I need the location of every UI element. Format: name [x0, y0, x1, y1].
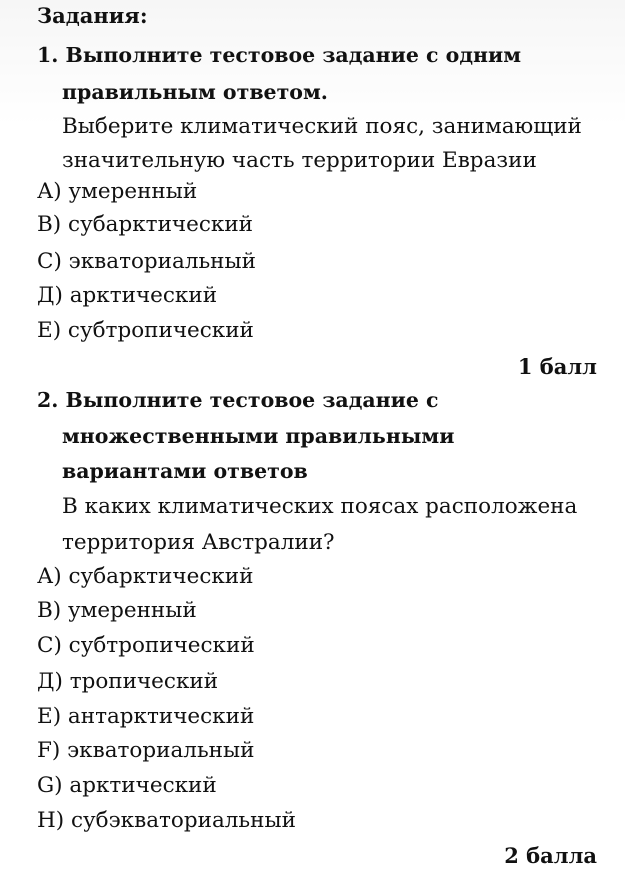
task-1-option-a: А) умеренный — [37, 179, 198, 204]
task-1-option-c: С) экваториальный — [37, 249, 256, 274]
task-1-option-d: Д) арктический — [37, 283, 218, 308]
task-2-option-d: Д) тропический — [37, 669, 219, 694]
task-2-option-a: А) субарктический — [37, 564, 254, 589]
task-2-question-line-2: территория Австралии? — [62, 530, 335, 555]
task-2-option-b: В) умеренный — [37, 598, 197, 623]
task-1-heading-line-2: правильным ответом. — [62, 80, 328, 104]
task-2-option-e: Е) антарктический — [37, 704, 255, 729]
page-title: Задания: — [37, 3, 148, 28]
task-2-option-h: H) субэкваториальный — [37, 808, 296, 833]
task-1-heading-line-1: 1. Выполните тестовое задание с одним — [37, 43, 522, 67]
task-1-points: 1 балл — [517, 354, 597, 379]
task-2-question-line-1: В каких климатических поясах расположена — [62, 494, 578, 519]
task-1-option-e: Е) субтропический — [37, 318, 254, 343]
task-1-question-line-1: Выберите климатический пояс, занимающий — [62, 114, 582, 139]
task-2-option-f: F) экваториальный — [37, 738, 255, 763]
task-2-points: 2 балла — [504, 843, 597, 868]
task-2-heading-line-1: 2. Выполните тестовое задание с — [37, 388, 439, 412]
task-1-question-line-2: значительную часть территории Евразии — [62, 148, 537, 173]
task-2-option-c: С) субтропический — [37, 633, 255, 658]
task-2-heading-line-3: вариантами ответов — [62, 459, 308, 483]
task-2-heading-line-2: множественными правильными — [62, 424, 455, 448]
task-2-option-g: G) арктический — [37, 773, 217, 798]
task-1-option-b: В) субарктический — [37, 212, 253, 237]
